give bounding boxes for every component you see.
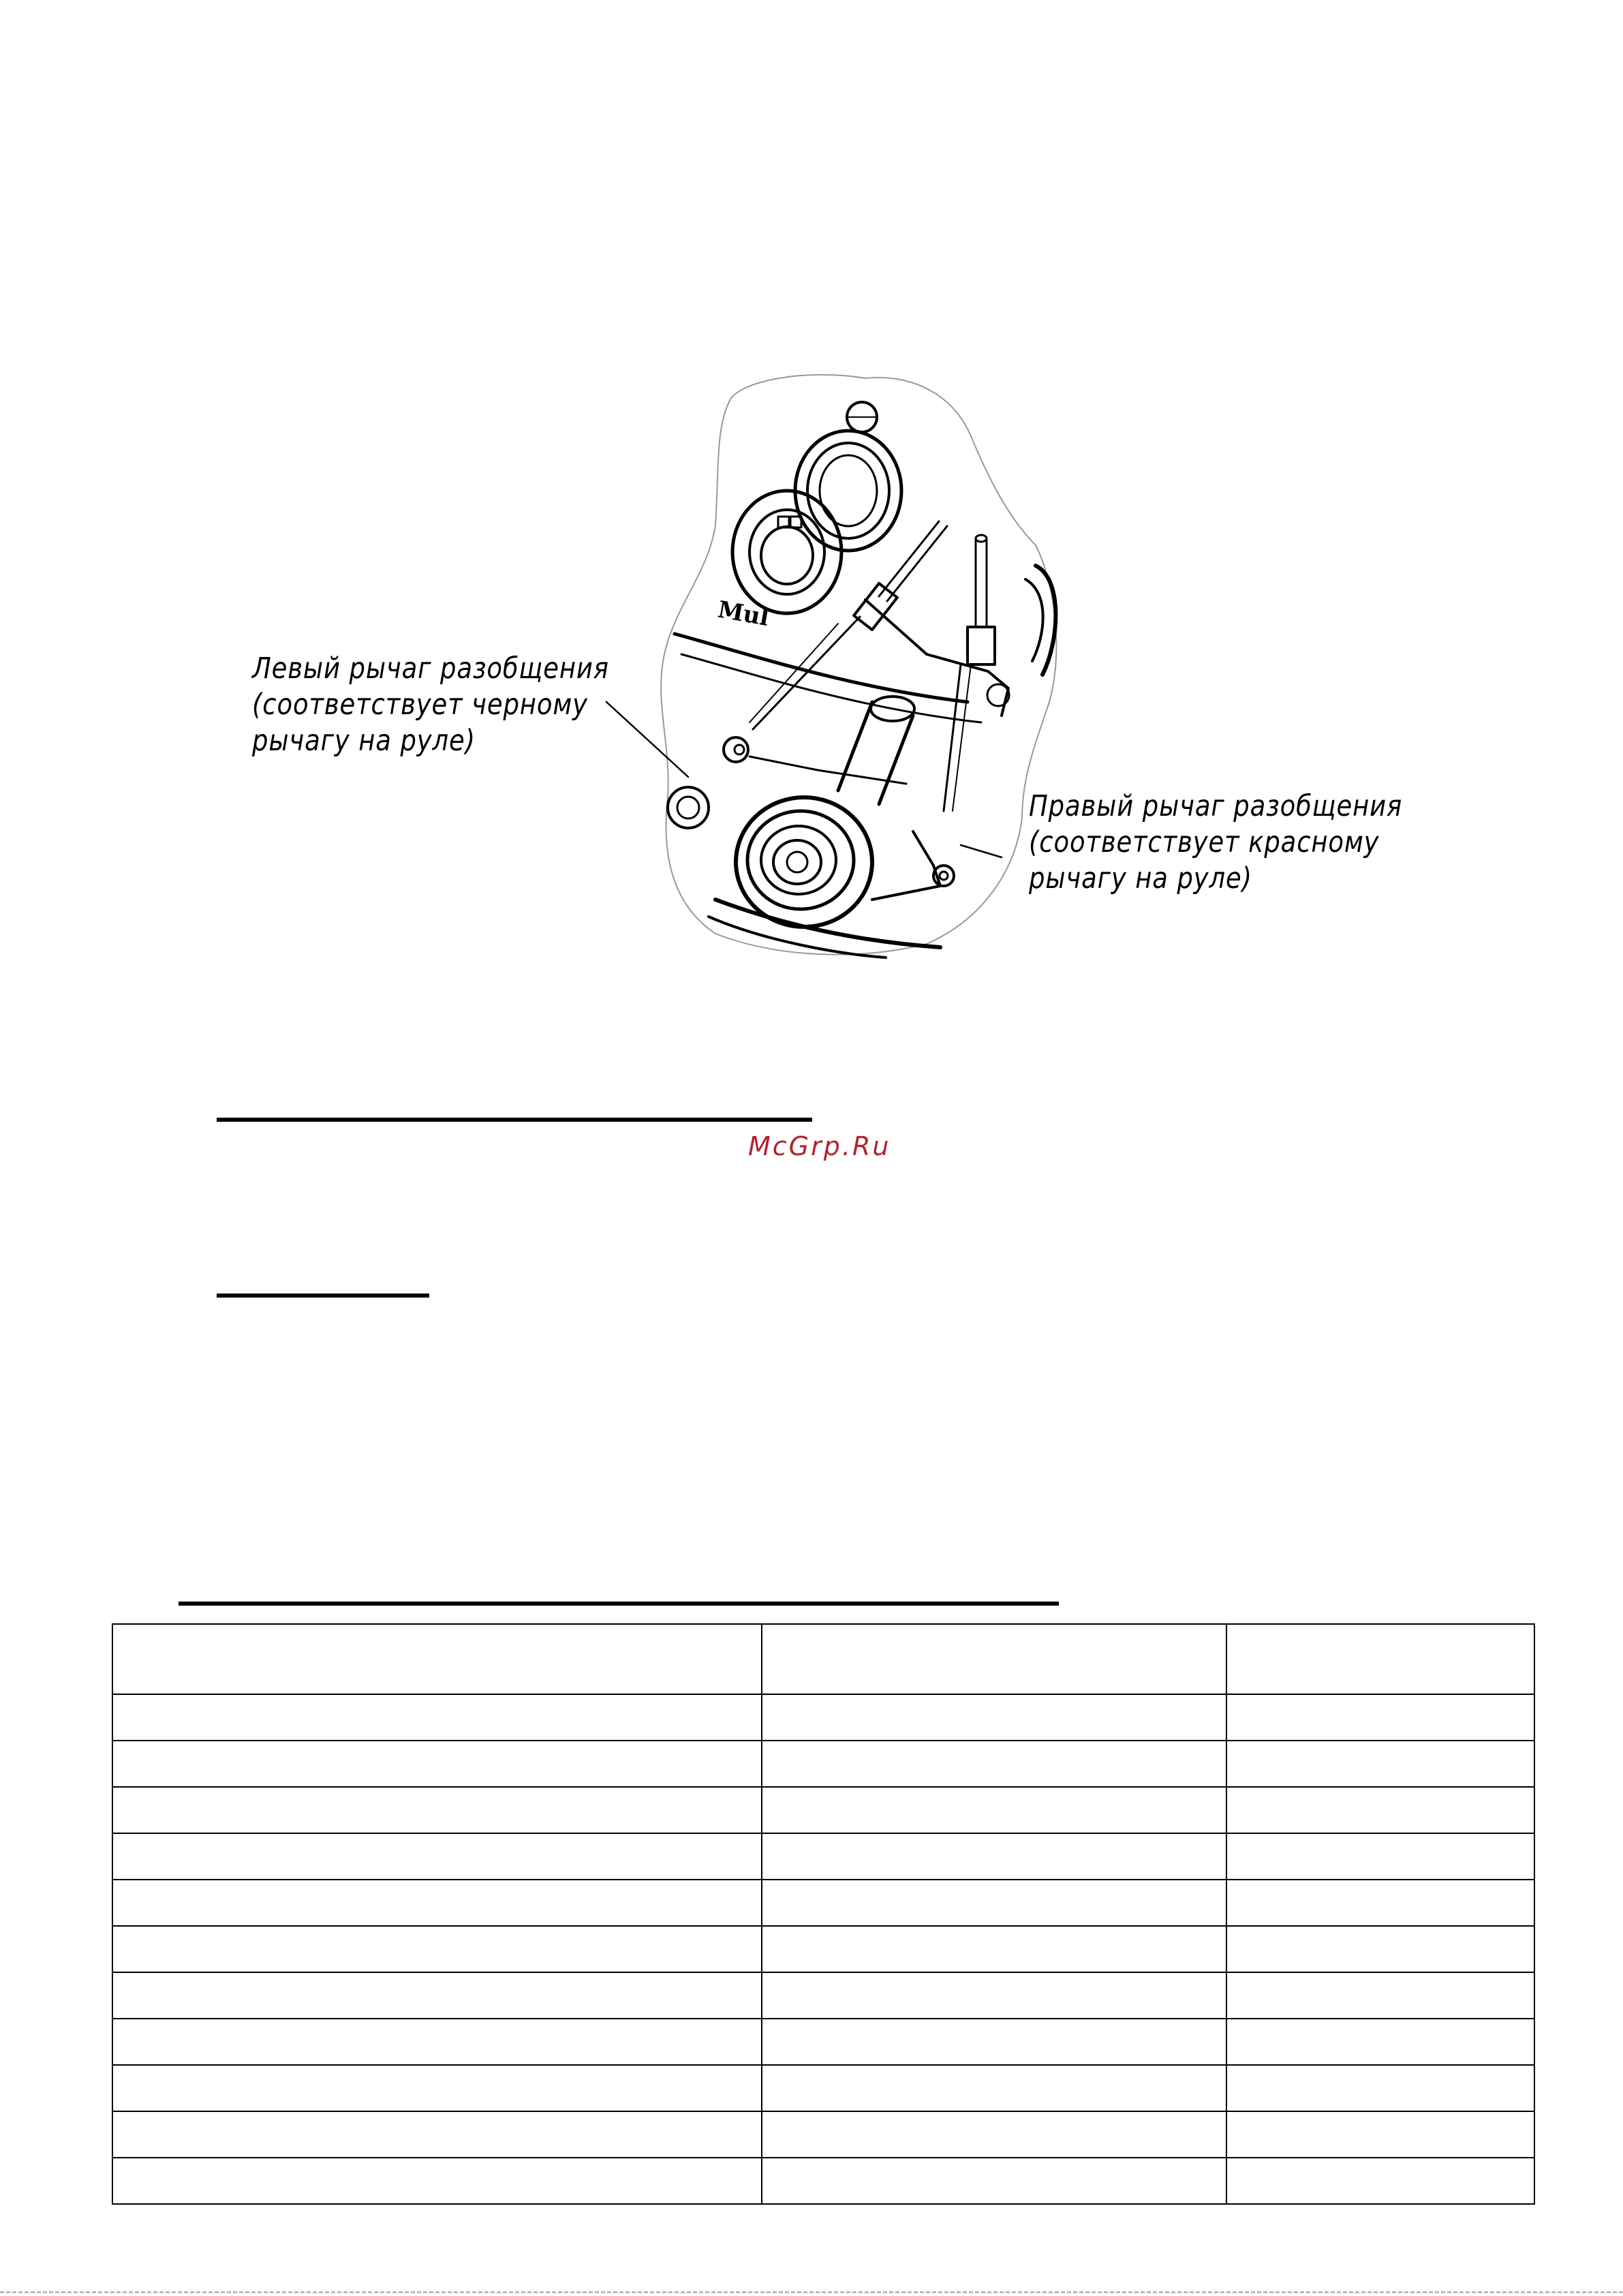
- table-header-row: [112, 1624, 1534, 1694]
- right-cable: [944, 664, 961, 811]
- table-cell: [1226, 1787, 1534, 1833]
- table-cell: [762, 1741, 1226, 1787]
- right-leader-line: [961, 845, 1002, 857]
- left-lever-label-line: (соответствует черному: [252, 688, 588, 722]
- table-row: [112, 2065, 1534, 2111]
- table-cell: [1226, 2111, 1534, 2158]
- table-cell: [112, 2019, 762, 2065]
- watermark: McGrp.Ru: [748, 1131, 891, 1161]
- table-cell: [112, 1972, 762, 2019]
- table-row: [112, 1787, 1534, 1833]
- table-row: [112, 1926, 1534, 1972]
- table-cell: [112, 1880, 762, 1926]
- table-cell: [112, 1694, 762, 1741]
- table-row: [112, 2111, 1534, 2158]
- table-row: [112, 2158, 1534, 2204]
- left-lever-label-line: рычагу на руле): [252, 724, 476, 758]
- right-linkage: [872, 831, 940, 900]
- table-cell: [762, 1972, 1226, 2019]
- table-cell: [1226, 1833, 1534, 1880]
- table-cell: [1226, 2019, 1534, 2065]
- table-cell: [112, 2158, 762, 2204]
- table-row: [112, 2019, 1534, 2065]
- right-lever-label-line: (соответствует красному: [1029, 825, 1380, 859]
- upper-pulley: [795, 431, 901, 551]
- right-boss: [1036, 566, 1055, 675]
- table-cell: [112, 2065, 762, 2111]
- table-heading-underline: [179, 1602, 1059, 1606]
- table-row: [112, 1741, 1534, 1787]
- left-idler: [668, 787, 709, 828]
- housing-edge-2: [681, 654, 981, 722]
- table-cell: [112, 1787, 762, 1833]
- left-lever-label: [252, 651, 609, 759]
- spec-table: [112, 1623, 1535, 2205]
- page-footer-divider: [0, 2291, 1623, 2293]
- table-cell: [112, 1833, 762, 1880]
- table-cell: [112, 1741, 762, 1787]
- table-cell: [762, 2065, 1226, 2111]
- table-cell: [762, 1787, 1226, 1833]
- table-row: [112, 1972, 1534, 2019]
- table-cell: [762, 1833, 1226, 1880]
- table-cell: [762, 1694, 1226, 1741]
- table-cell: [112, 1624, 762, 1694]
- table-cell: [1226, 1694, 1534, 1741]
- table-cell: [762, 2158, 1226, 2204]
- table-cell: [762, 2019, 1226, 2065]
- left-lever-label-line: Левый рычаг разобщения: [252, 652, 609, 686]
- right-lever-label: [1029, 789, 1402, 897]
- table-cell: [1226, 2158, 1534, 2204]
- section-heading-underline: [217, 1118, 812, 1122]
- table-cell: [762, 1880, 1226, 1926]
- table-cell: [1226, 2065, 1534, 2111]
- table-cell: [1226, 1972, 1534, 2019]
- left-leader-line: [606, 702, 688, 777]
- table-row: [112, 1880, 1534, 1926]
- casting-mark: Mul: [715, 596, 771, 632]
- table-cell: [762, 1926, 1226, 1972]
- table-cell: [762, 2111, 1226, 2158]
- table-row: [112, 1833, 1534, 1880]
- subheading-underline: [217, 1294, 429, 1298]
- table-cell: [762, 1624, 1226, 1694]
- table-cell: [1226, 1624, 1534, 1694]
- right-lever-label-line: Правый рычаг разобщения: [1029, 789, 1403, 823]
- table-cell: [1226, 1741, 1534, 1787]
- table-cell: [112, 1926, 762, 1972]
- table-cell: [112, 2111, 762, 2158]
- left-cable: [753, 617, 860, 729]
- table-cell: [1226, 1880, 1534, 1926]
- right-lever-label-line: рычагу на руле): [1029, 861, 1252, 896]
- table-row: [112, 1694, 1534, 1741]
- table-cell: [1226, 1926, 1534, 1972]
